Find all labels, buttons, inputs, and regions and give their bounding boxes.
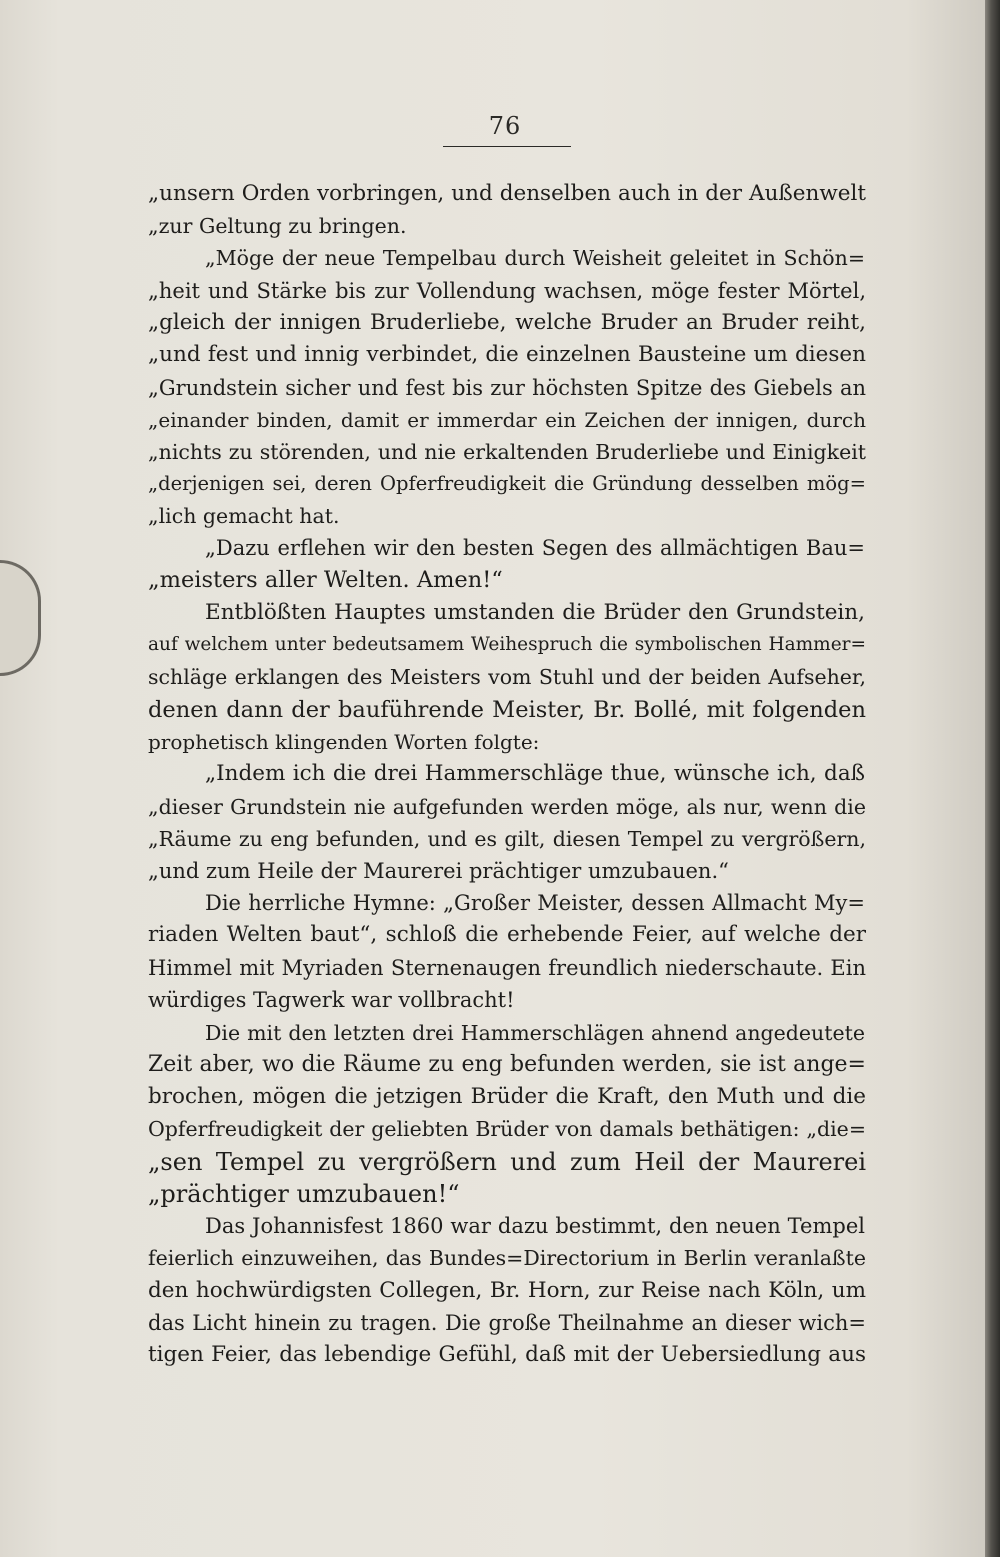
text-line: Die herrliche Hymne: „Großer Meister, dessen Allmacht My= (205, 891, 865, 915)
text-line: tigen Feier, das lebendige Gefühl, daß mit der Uebersiedlung aus (148, 1342, 866, 1367)
text-line: schläge erklangen des Meisters vom Stuhl und der beiden Aufseher, (148, 665, 866, 689)
text-line: Entblößten Hauptes umstanden die Brüder den Grundstein, (205, 600, 865, 625)
text-line: denen dann der bauführende Meister, Br. Bollé, mit folgenden (148, 697, 866, 723)
text-line: „lich gemacht hat. (148, 504, 340, 528)
text-line: „und zum Heile der Maurerei prächtiger umzubauen.“ (148, 859, 729, 883)
text-line: „Möge der neue Tempelbau durch Weisheit geleitet in Schön= (205, 246, 865, 270)
text-line: „gleich der innigen Bruderliebe, welche Bruder an Bruder reiht, (148, 310, 866, 335)
text-line: auf welchem unter bedeutsamem Weihespruch die symbolischen Hammer= (148, 634, 866, 655)
text-line: Opferfreudigkeit der geliebten Brüder von damals bethätigen: „die= (148, 1117, 866, 1141)
text-line: „dieser Grundstein nie aufgefunden werden möge, als nur, wenn die (148, 795, 866, 819)
text-line: Zeit aber, wo die Räume zu eng befunden werden, sie ist ange= (148, 1052, 866, 1077)
text-line: feierlich einzuweihen, das Bundes=Directorium in Berlin veranlaßte (148, 1246, 866, 1270)
text-line: das Licht hinein zu tragen. Die große Theilnahme an dieser wich= (148, 1311, 866, 1335)
page-number: 76 (488, 112, 522, 140)
text-line: „prächtiger umzubauen!“ (148, 1180, 460, 1208)
text-line: Die mit den letzten drei Hammerschlägen ahnend angedeutete (205, 1021, 865, 1045)
text-line: den hochwürdigsten Collegen, Br. Horn, zur Reise nach Köln, um (148, 1278, 866, 1303)
text-line: „heit und Stärke bis zur Vollendung wachsen, möge fester Mörtel, (148, 279, 866, 303)
text-line: „einander binden, damit er immerdar ein Zeichen der innigen, durch (148, 408, 866, 432)
text-line: „Grundstein sicher und fest bis zur höchsten Spitze des Giebels an (148, 376, 866, 400)
text-line: „meisters aller Welten. Amen!“ (148, 567, 503, 593)
text-line: „Dazu erflehen wir den besten Segen des allmächtigen Bau= (205, 536, 865, 560)
text-line: „derjenigen sei, deren Opferfreudigkeit die Gründung desselben mög= (148, 472, 866, 495)
text-line: brochen, mögen die jetzigen Brüder die Kraft, den Muth und die (148, 1084, 866, 1109)
text-line: Das Johannisfest 1860 war dazu bestimmt, den neuen Tempel (205, 1214, 865, 1238)
text-line: „Räume zu eng befunden, und es gilt, diesen Tempel zu vergrößern, (148, 827, 866, 851)
text-line: „unsern Orden vorbringen, und denselben auch in der Außenwelt (148, 181, 866, 206)
text-line: „sen Tempel zu vergrößern und zum Heil der Maurerei (148, 1148, 866, 1176)
text-line: riaden Welten baut“, schloß die erhebende Feier, auf welche der (148, 922, 866, 947)
book-spine-edge (985, 0, 1000, 1557)
text-line: „und fest und innig verbindet, die einzelnen Bausteine um diesen (148, 342, 866, 367)
text-line: würdiges Tagwerk war vollbracht! (148, 988, 515, 1012)
text-line: prophetisch klingenden Worten folgte: (148, 730, 540, 754)
text-line: Himmel mit Myriaden Sternenaugen freundlich niederschaute. Ein (148, 956, 866, 980)
text-line: „nichts zu störenden, und nie erkaltenden Bruderliebe und Einigkeit (148, 440, 866, 464)
text-line: „Indem ich die drei Hammerschläge thue, wünsche ich, daß (205, 761, 865, 786)
text-line: „zur Geltung zu bringen. (148, 214, 407, 238)
